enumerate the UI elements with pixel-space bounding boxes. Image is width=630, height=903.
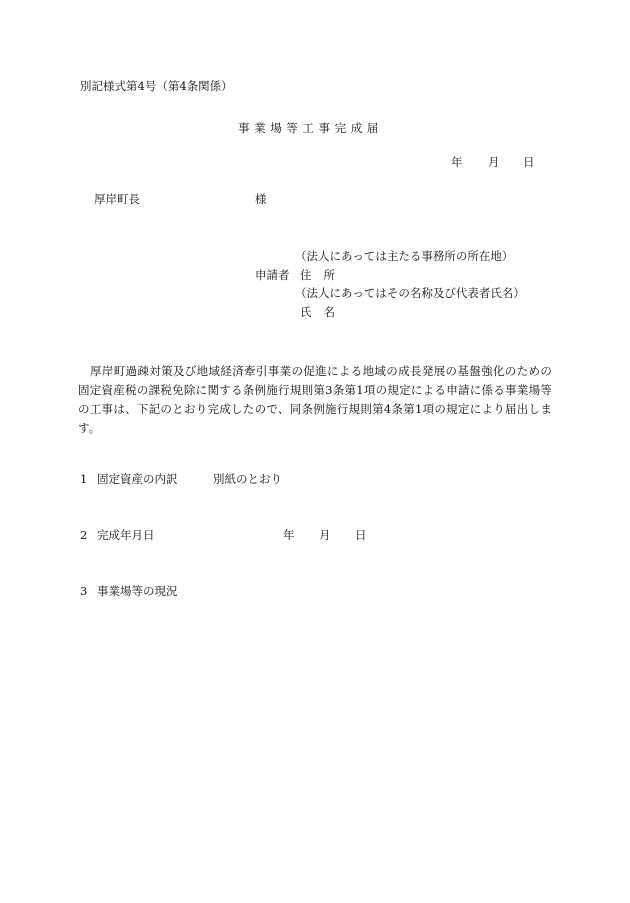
date-year-label: 年 [451,155,463,169]
date-month-label: 月 [488,155,500,169]
date-day-label: 日 [523,155,535,169]
form-number: 別記様式第4号（第4条関係） [80,79,233,93]
address-note: （法人にあっては主たる事務所の所在地） [295,249,514,263]
applicant-label: 申請者 [255,268,290,282]
name-label: 氏名 [300,305,347,319]
completion-day-label: 日 [355,528,367,542]
item-number: 2 [80,528,88,542]
item-label: 事業場等の現況 [97,584,178,598]
address-label: 住所 [300,268,347,282]
body-paragraph: 厚岸町過疎対策及び地域経済牽引事業の促進による地域の成長発展の基盤強化のための固定資産税の課税免除に関する条例施行規則第3条第1項の規定による申請に係る事業場等の工事は、下記のとおり完成したので、同条例施行規則第4条第1項の規定により届出します。 [78,364,552,435]
item-number: 1 [80,472,88,486]
item-value: 別紙のとおり [213,472,282,486]
addressee-name: 厚岸町長 [94,192,140,206]
completion-year-label: 年 [283,528,295,542]
document-title: 事業場等工事完成届 [238,121,383,135]
item-label: 完成年月日 [97,528,155,542]
item-number: 3 [80,584,88,598]
item-label: 固定資産の内訳 [97,472,178,486]
name-note: （法人にあってはその名称及び代表者氏名） [295,286,525,300]
addressee-honorific: 様 [255,192,267,206]
completion-month-label: 月 [319,528,331,542]
